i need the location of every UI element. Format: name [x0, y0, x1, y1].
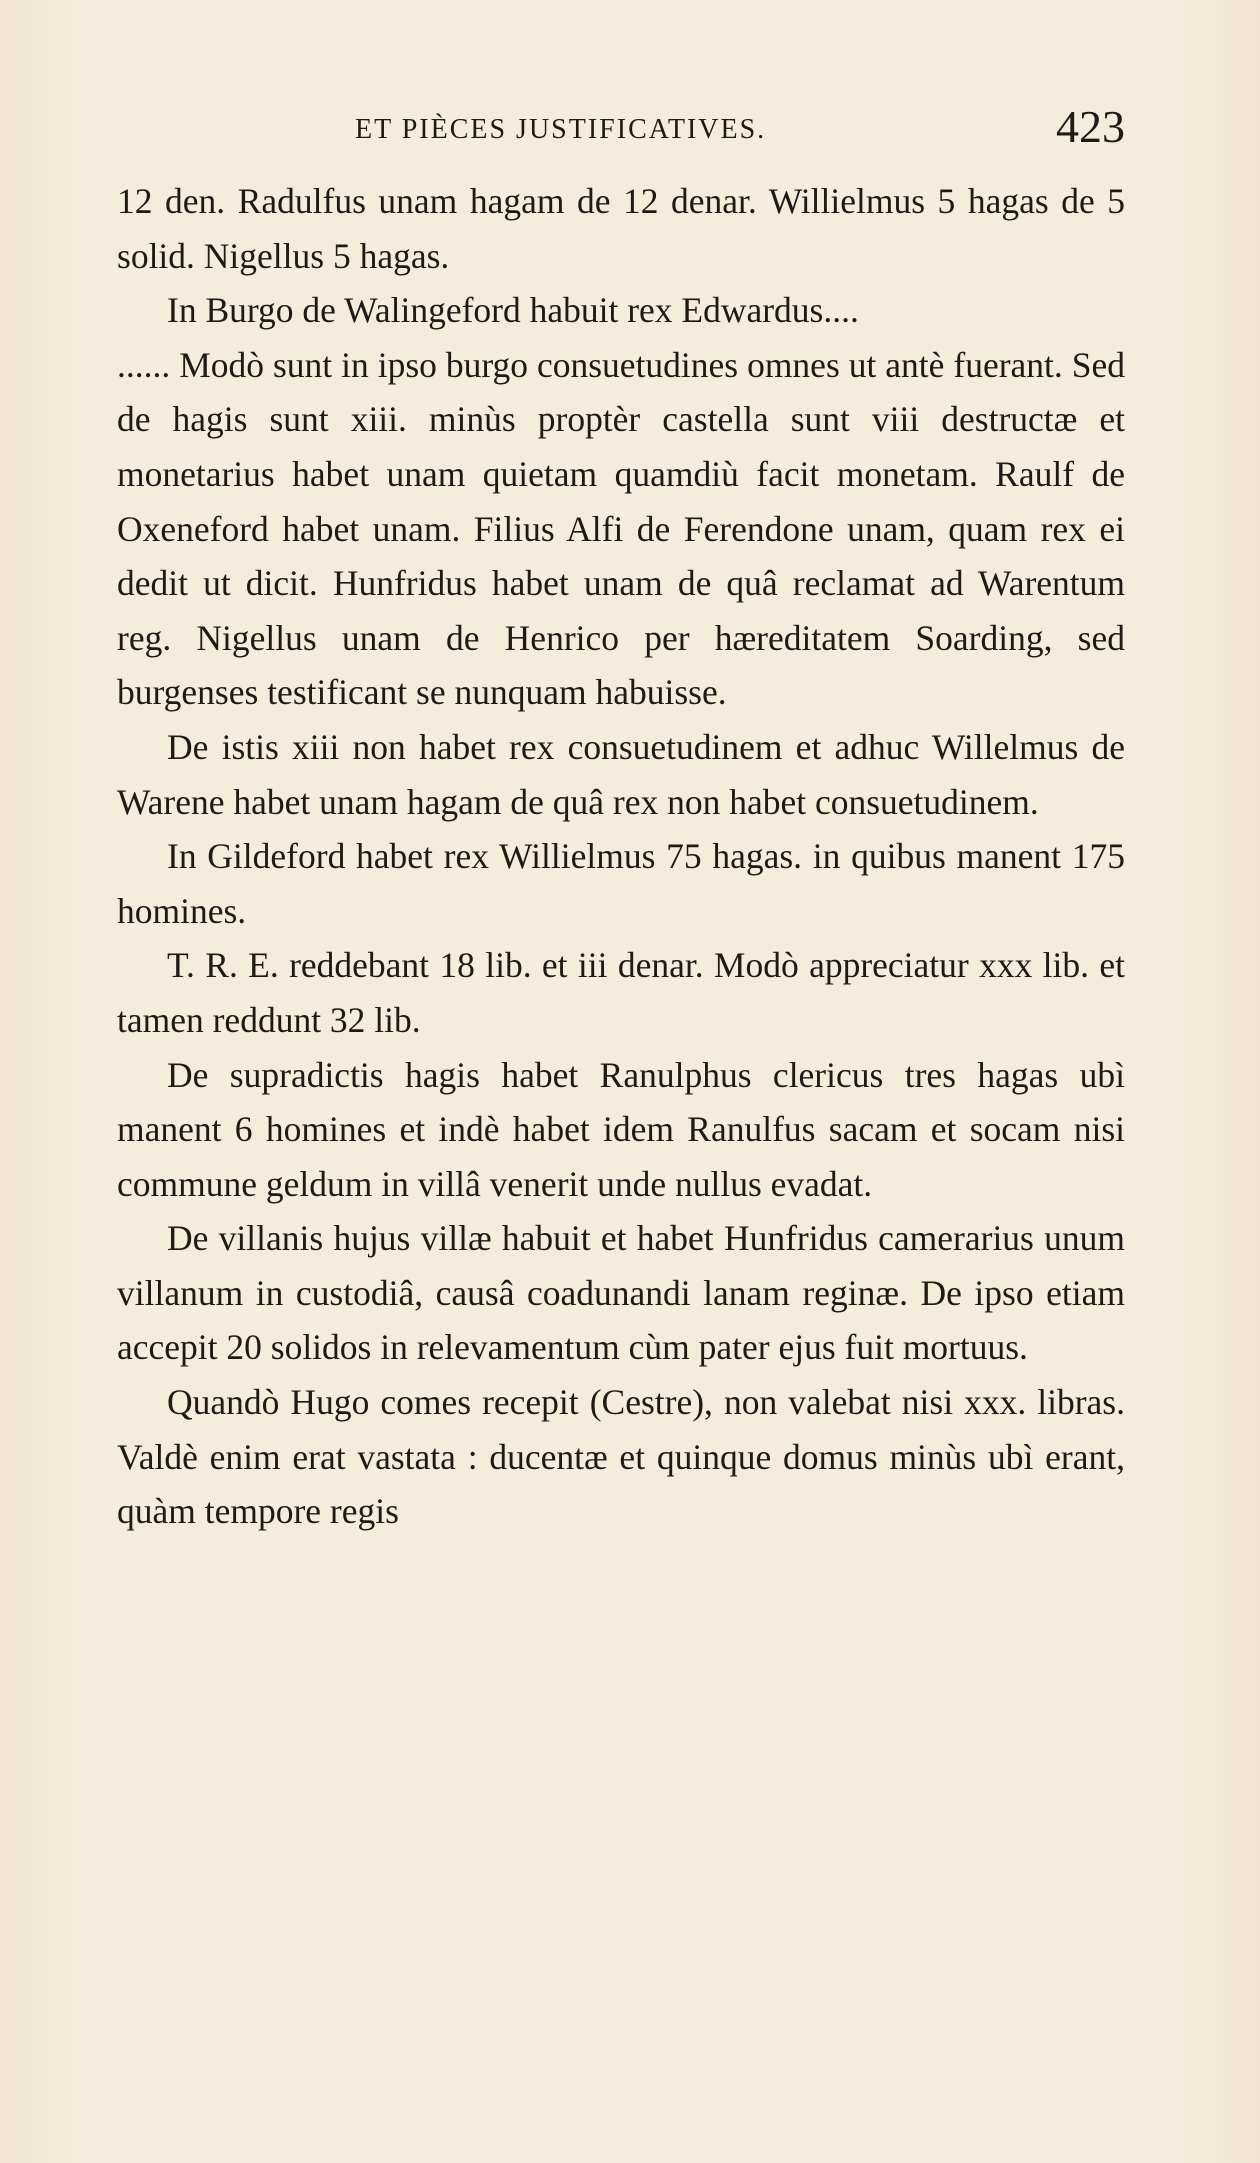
paragraph: In Gildeford habet rex Willielmus 75 hagas. in quibus manent 175 homines. [117, 836, 1125, 931]
paragraph: T. R. E. reddebant 18 lib. et iii denar. Modò appreciatur xxx lib. et tamen reddunt 32 lib. [117, 945, 1125, 1040]
paragraph: Quandò Hugo comes recepit (Cestre), non valebat nisi xxx. libras. Valdè enim erat vastata : ducentæ et quinque domus minùs ubì erant, quàm tempore regis [117, 1382, 1125, 1532]
paragraph: ...... Modò sunt in ipso burgo consuetudines omnes ut antè fuerant. Sed de hagis sunt xiii. minùs proptèr castella sunt viii destructæ et monetarius habet unam quietam quamdiù facit monetam. Raulf de Oxeneford habet unam. Filius Alfi de Ferendone unam, quam rex ei dedit ut dicit. Hunfridus habet unam de quâ reclamat ad Warentum reg. Nigellus unam de Henrico per hæreditatem Soarding, sed burgenses testificant se nunquam habuisse. [117, 344, 1125, 713]
paragraph: In Burgo de Walingeford habuit rex Edwardus.... [167, 290, 859, 331]
paragraph: De supradictis hagis habet Ranulphus clericus tres hagas ubì manent 6 homines et indè habet idem Ranulfus sacam et socam nisi commune geldum in villâ venerit unde nullus evadat. [117, 1054, 1125, 1204]
paragraph: De istis xiii non habet rex consuetudinem et adhuc Willelmus de Warene habet unam hagam de quâ rex non habet consuetudinem. [117, 726, 1125, 822]
running-head [115, 100, 1125, 160]
paragraph: De villanis hujus villæ habuit et habet Hunfridus camerarius unum villanum in custodiâ, causâ coadunandi lanam reginæ. De ipso etiam accepit 20 solidos in relevamentum cùm pater ejus fuit mortuus. [117, 1218, 1125, 1368]
paragraph: 12 den. Radulfus unam hagam de 12 denar. Willielmus 5 hagas de 5 solid. Nigellus 5 hagas. [117, 181, 1125, 276]
body-text [117, 174, 1125, 1539]
running-title: ET PIÈCES JUSTIFICATIVES. [355, 114, 767, 145]
page-number: 423 [1056, 101, 1125, 152]
